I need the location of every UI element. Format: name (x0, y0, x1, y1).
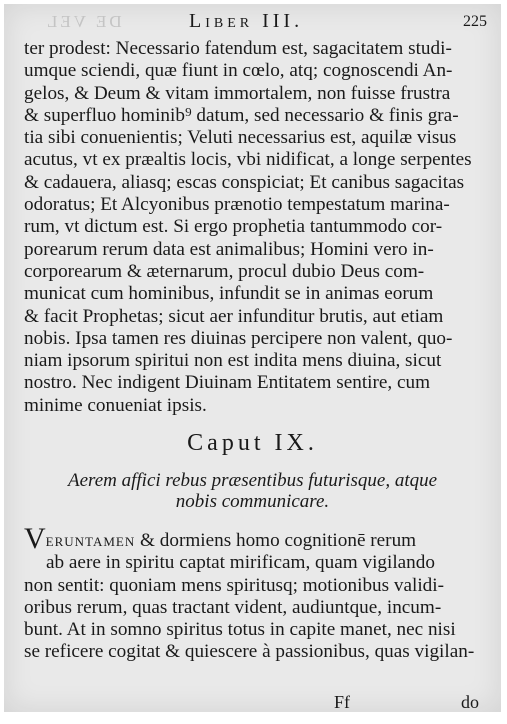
body-line: niam ipsorum spiritui non est indita mens diuina, sicut (24, 350, 442, 372)
chapter-first-line (24, 528, 489, 552)
running-head (4, 10, 501, 34)
drop-cap: V (24, 528, 46, 553)
show-through-header: DE VEL (44, 12, 122, 31)
chapter-heading: Caput IX. (187, 430, 318, 456)
body-line: ter prodest: Necessario fatendum est, sagacitatem studi- (24, 38, 452, 59)
chapter-line: non sentit: quoniam mens spiritusq; motionibus validi- (24, 574, 444, 596)
book-title: Liber III. (189, 10, 304, 32)
body-line: acutus, vt ex præaltis locis, vbi nidificat, a longe serpentes (24, 149, 472, 171)
body-line: & cadauera, aliasq; escas conspiciat; Et canibus sagacitas (24, 171, 465, 193)
body-text (24, 38, 489, 417)
signature-mark: Ff (334, 692, 351, 712)
first-line-rest: & dormiens homo cognitionē rerum (135, 530, 417, 551)
body-line: & superfluo hominib⁹ datum, sed necessario & finis gra- (24, 104, 459, 126)
book-page (4, 4, 501, 712)
chapter-subtitle (44, 470, 461, 512)
body-line: minime conueniat ipsis. (24, 394, 207, 416)
body-line: nobis. Ipsa tamen res diuinas percipere non valent, quo- (24, 327, 453, 349)
body-line: corporearum & æternarum, procul dubio Deus com- (24, 260, 425, 282)
subtitle-line: nobis communicare. (175, 491, 330, 512)
body-line: & facit Prophetas; sicut aer infunditur brutis, aut etiam (24, 305, 444, 327)
chapter-line: bunt. At in somno spiritus totus in capite manet, nec nisi (24, 619, 456, 641)
body-line: gelos, & Deum & vitam immortalem, non fuisse frustra (24, 82, 451, 104)
body-line: nostro. Nec indigent Diuinam Entitatem sentire, cum (24, 372, 431, 394)
catchword: do (461, 692, 479, 712)
body-line: rum, vt dictum est. Si ergo prophetia tantummodo cor- (24, 216, 443, 238)
chapter-line: oribus rerum, quas tractant vident, audiuntque, incum- (24, 596, 442, 618)
body-line: tia sibi conuenientis; Veluti necessarius est, aquilæ visus (24, 127, 457, 149)
chapter-text (24, 528, 489, 664)
body-line: porearum rerum data est animalibus; Homini vero in- (24, 238, 434, 260)
chapter-line: se reficere cogitat & quiescere à passionibus, quas vigilan- (24, 641, 475, 663)
body-line: odoratus; Et Alcyonibus prænotio tempestatum marina- (24, 194, 450, 216)
chapter-line: ab aere in spiritu captat mirificam, quam vigilando (46, 552, 435, 574)
body-line: umque sciendi, quæ fiunt in cœlo, atq; cognoscendi An- (24, 60, 453, 82)
subtitle-line: Aerem affici rebus præsentibus futurisque, atque (67, 470, 438, 491)
first-word: eruntamen (45, 530, 136, 551)
page-number: 225 (463, 13, 487, 30)
body-line: municat cum hominibus, infundit se in animas eorum (24, 283, 434, 305)
